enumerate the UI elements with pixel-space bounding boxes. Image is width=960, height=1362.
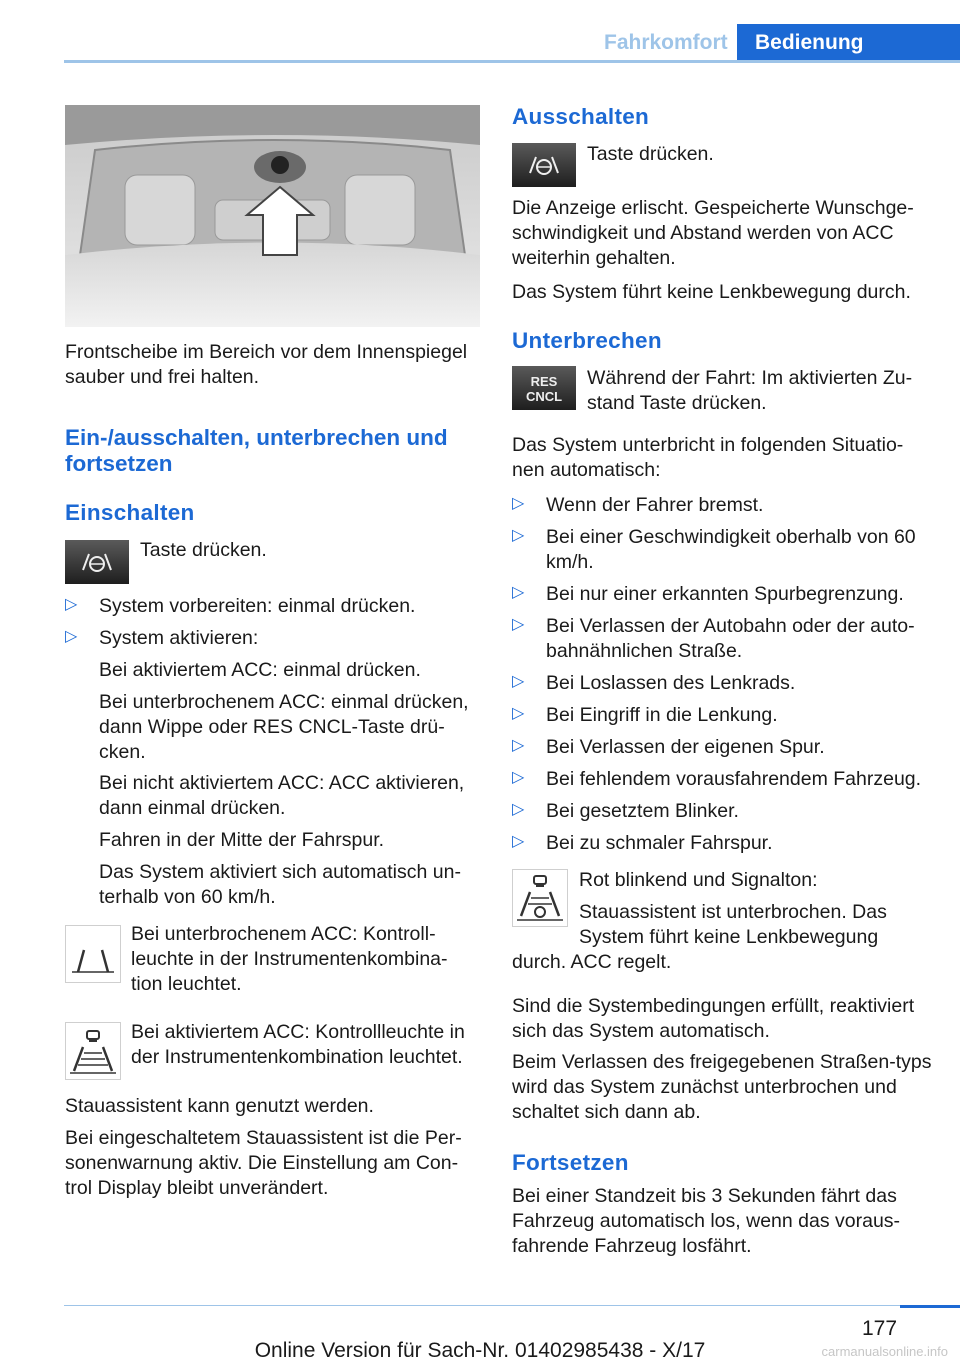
list-item: ▷ System aktivieren: — [65, 627, 259, 649]
footer-divider — [64, 1305, 960, 1308]
windshield-photo — [65, 105, 480, 327]
online-version-footer: Online Version für Sach-Nr. 01402985438 - X/17 — [254, 1339, 706, 1362]
bullet-arrow-icon: ▷ — [512, 769, 525, 786]
paragraph: Bei eingeschaltetem Stauassistent ist die Per-sonenwarnung aktiv. Die Einstellung am Con-trol Display bleibt unverändert. — [65, 1127, 462, 1199]
list-item-text: Bei einer Geschwindigkeit oberhalb von 60 km/h. — [546, 526, 916, 573]
fortsetzen-title: Fortsetzen — [512, 1150, 629, 1175]
bullet-arrow-icon: ▷ — [512, 833, 525, 850]
sub-paragraph: Bei nicht aktiviertem ACC: ACC aktivieren, dann einmal drücken. — [99, 772, 465, 819]
list-item-text: Wenn der Fahrer bremst. — [546, 494, 764, 516]
list-item-text: Bei zu schmaler Fahrspur. — [546, 832, 773, 854]
bullet-arrow-icon: ▷ — [512, 495, 525, 512]
bullet-arrow-icon: ▷ — [512, 673, 525, 690]
sub-paragraph: Fahren in der Mitte der Fahrspur. — [99, 829, 385, 851]
bullet-arrow-icon: ▷ — [512, 527, 525, 544]
list-item: ▷ System vorbereiten: einmal drücken. — [65, 595, 416, 617]
paragraph: Die Anzeige erlischt. Gespeicherte Wunschge-schwindigkeit und Abstand werden von ACC weiterhin gehalten. — [512, 197, 914, 269]
red-blinking-text: Rot blinkend und Signalton: — [579, 869, 818, 891]
list-item-text: Bei Loslassen des Lenkrads. — [546, 672, 796, 694]
sub-paragraph: Bei unterbrochenem ACC: einmal drücken, dann Wippe oder RES CNCL-Taste drü-cken. — [99, 691, 469, 763]
bullet-arrow-icon: ▷ — [512, 705, 525, 722]
bullet-arrow-icon: ▷ — [512, 616, 525, 633]
unterbrechen-instruction: Während der Fahrt: Im aktivierten Zu-stand Taste drücken. — [587, 367, 913, 414]
list-item-text: Bei fehlendem vorausfahrendem Fahrzeug. — [546, 768, 922, 790]
list-item — [512, 614, 932, 664]
lane-assist-button-icon — [65, 540, 129, 584]
indicator-description: Bei aktiviertem ACC: Kontrollleuchte in der Instrumentenkombination leuchtet. — [131, 1021, 465, 1068]
list-item — [512, 525, 932, 575]
lane-active-indicator-icon — [512, 869, 568, 927]
paragraph: Bei einer Standzeit bis 3 Sekunden fährt das Fahrzeug automatisch los, wenn das voraus-fahrende Fahrzeug losfährt. — [512, 1185, 901, 1257]
svg-text:CNCL: CNCL — [525, 389, 563, 404]
lane-warning-indicator-icon — [65, 925, 121, 983]
sub-paragraph: Das System aktiviert sich automatisch un-terhalb von 60 km/h. — [99, 861, 461, 908]
lane-active-indicator-icon — [65, 1022, 121, 1080]
sub-paragraph: Bei aktiviertem ACC: einmal drücken. — [99, 659, 421, 681]
svg-text:RES: RES — [530, 374, 558, 389]
einschalten-instruction: Taste drücken. — [140, 539, 267, 561]
red-blinking-text: durch. ACC regelt. — [512, 951, 672, 973]
einschalten-title: Einschalten — [65, 500, 195, 525]
bullet-arrow-icon: ▷ — [512, 801, 525, 818]
list-item-text: Bei Verlassen der eigenen Spur. — [546, 736, 825, 758]
photo-caption: Frontscheibe im Bereich vor dem Innenspiegel sauber und frei halten. — [65, 341, 468, 388]
list-item-text: Bei gesetztem Blinker. — [546, 800, 739, 822]
res-cncl-button-icon — [512, 366, 576, 410]
bullet-arrow-icon: ▷ — [512, 737, 525, 754]
ausschalten-title: Ausschalten — [512, 104, 650, 129]
bullet-arrow-icon: ▷ — [512, 584, 525, 601]
paragraph: Das System führt keine Lenkbewegung durch. — [512, 281, 911, 303]
ausschalten-instruction: Taste drücken. — [587, 143, 714, 165]
paragraph: Beim Verlassen des freigegebenen Straßen-typs wird das System zunächst unterbrochen und schaltet sich dann ab. — [512, 1051, 932, 1123]
lane-assist-button-icon — [512, 143, 576, 187]
watermark: carmanualsonline.info — [821, 1344, 948, 1359]
bullet-arrow-icon: ▷ — [65, 596, 78, 613]
list-item-text: Bei Verlassen der Autobahn oder der auto-bahnähnlichen Straße. — [546, 615, 915, 662]
unterbrechen-title: Unterbrechen — [512, 328, 662, 353]
page-number: 177 — [862, 1317, 898, 1340]
bullet-arrow-icon: ▷ — [65, 628, 78, 645]
paragraph: Sind die Systembedingungen erfüllt, reaktiviert sich das System automatisch. — [512, 995, 915, 1042]
paragraph: Das System unterbricht in folgenden Situatio-nen automatisch: — [512, 434, 904, 481]
list-item-text: Bei Eingriff in die Lenkung. — [546, 704, 778, 726]
red-blinking-text: Stauassistent ist unterbrochen. Das System führt keine Lenkbewegung — [579, 901, 887, 948]
list-item-text: Bei nur einer erkannten Spurbegrenzung. — [546, 583, 904, 605]
paragraph: Stauassistent kann genutzt werden. — [65, 1095, 374, 1117]
tab-fahrkomfort[interactable]: Fahrkomfort — [604, 31, 728, 54]
indicator-description: Bei unterbrochenem ACC: Kontroll-leuchte in der Instrumentenkombina-tion leuchtet. — [131, 923, 448, 995]
header-divider — [64, 60, 960, 63]
tab-bedienung[interactable]: Bedienung — [737, 24, 960, 63]
section-heading: Ein-/ausschalten, unterbrechen und fortsetzen — [65, 425, 448, 476]
